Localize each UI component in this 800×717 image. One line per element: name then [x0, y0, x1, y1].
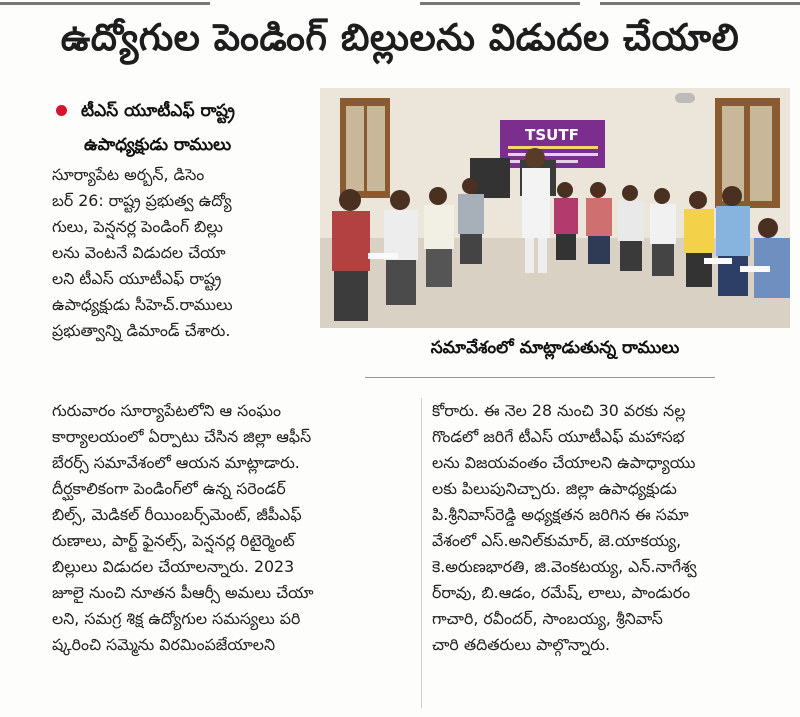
article-column-2 [432, 398, 784, 658]
bullet-icon [56, 105, 67, 116]
text-line: కార్యాలయంలో ఏర్పాటు చేసిన జిల్లా ఆఫీస్ [52, 427, 312, 446]
text-line: ఉపాధ్యక్షుడు సీహెచ్.రాములు [52, 295, 233, 314]
text-line: ష్కరించి సమ్మెను విరమింపజేయాలని [52, 635, 276, 654]
banner-title: TSUTF [525, 126, 579, 144]
text-line: లని టీఎస్ యూటీఎఫ్ రాష్ట్ర [52, 269, 222, 288]
text-line: చారి తదితరులు పాల్గొన్నారు. [432, 635, 611, 654]
text-line: బిల్స్, మెడికల్ రీయింబర్స్‌మెంట్, జీపీఎఫ్ [52, 505, 302, 524]
text-line: గాచారి, రవీందర్, సాంబయ్య, శ్రీనివాస్ [432, 609, 663, 628]
text-line: సూర్యాపేట అర్బన్, డిసెం [52, 165, 205, 184]
text-line: దీర్ఘకాలికంగా పెండింగ్‌లో ఉన్న సరెండర్ [52, 479, 286, 498]
meeting-photo [320, 88, 790, 328]
article-column-1-bottom [52, 398, 412, 658]
text-line: లను విజయవంతం చేయాలని ఉపాధ్యాయు [432, 453, 696, 472]
caption-divider [365, 377, 715, 378]
text-line: లను వెంటనే విడుదల చేయా [52, 243, 226, 262]
text-line: కె.అరుణభారతి, జి.వెంకటయ్య, ఎన్.నాగేశ్వ [432, 557, 697, 576]
text-line: కోరారు. ఈ నెల 28 నుంచి 30 వరకు నల్ల [432, 401, 686, 420]
text-line: ర్‌రావు, బి.ఆడం, రమేష్, లాలు, పాండురం [432, 583, 691, 602]
text-line: వేశంలో ఎస్.అనిల్‌కుమార్, జె.యాకయ్య, [432, 531, 682, 550]
text-line: బర్ 26: రాష్ట్ర ప్రభుత్వ ఉద్యో [52, 191, 232, 210]
text-line: గొండలో జరిగే టీఎస్ యూటీఎఫ్ మహాసభ [432, 427, 685, 446]
subhead-line-2: ఉపాధ్యక్షుడు రాములు [84, 135, 232, 155]
subheadline [24, 94, 324, 162]
meeting-photo-illustration [320, 88, 790, 328]
article-column-1-top [52, 162, 310, 344]
text-line: గులు, పెన్షనర్ల పెండింగ్ బిల్లు [52, 217, 223, 236]
text-line: పి.శ్రీనివాస్‌రెడ్డి అధ్యక్షతన జరిగిన ఈ సమా [432, 505, 689, 524]
subhead-line-1: టీఎస్ యూటీఎఫ్ రాష్ట్ర [81, 101, 235, 121]
text-line: బేరర్స్ సమావేశంలో ఆయన మాట్లాడారు. [52, 453, 300, 472]
text-line: బిల్లులు విడుదల చేయాలన్నారు. 2023 [52, 557, 295, 576]
text-line: జూలై నుంచి నూతన పీఆర్సీ అమలు చేయా [52, 583, 314, 602]
photo-caption: సమావేశంలో మాట్లాడుతున్న రాములు [430, 338, 680, 358]
text-line: గురువారం సూర్యాపేటలోని ఆ సంఘం [52, 401, 281, 420]
text-line: రుణాలు, పార్ట్ ఫైనల్స్, పెన్షనర్ల రిటైర్మెంట్ [52, 531, 295, 550]
text-line: లని, సమగ్ర శిక్ష ఉద్యోగుల సమస్యలు పరి [52, 609, 301, 628]
text-line: లకు పిలుపునిచ్చారు. జిల్లా ఉపాధ్యక్షుడు [432, 479, 677, 498]
previous-article-edge [0, 0, 800, 12]
headline: ఉద్యోగుల పెండింగ్ బిల్లులను విడుదల చేయాలి [60, 16, 740, 59]
column-divider [421, 398, 422, 708]
text-line: ప్రభుత్వాన్ని డిమాండ్ చేశారు. [52, 321, 231, 340]
